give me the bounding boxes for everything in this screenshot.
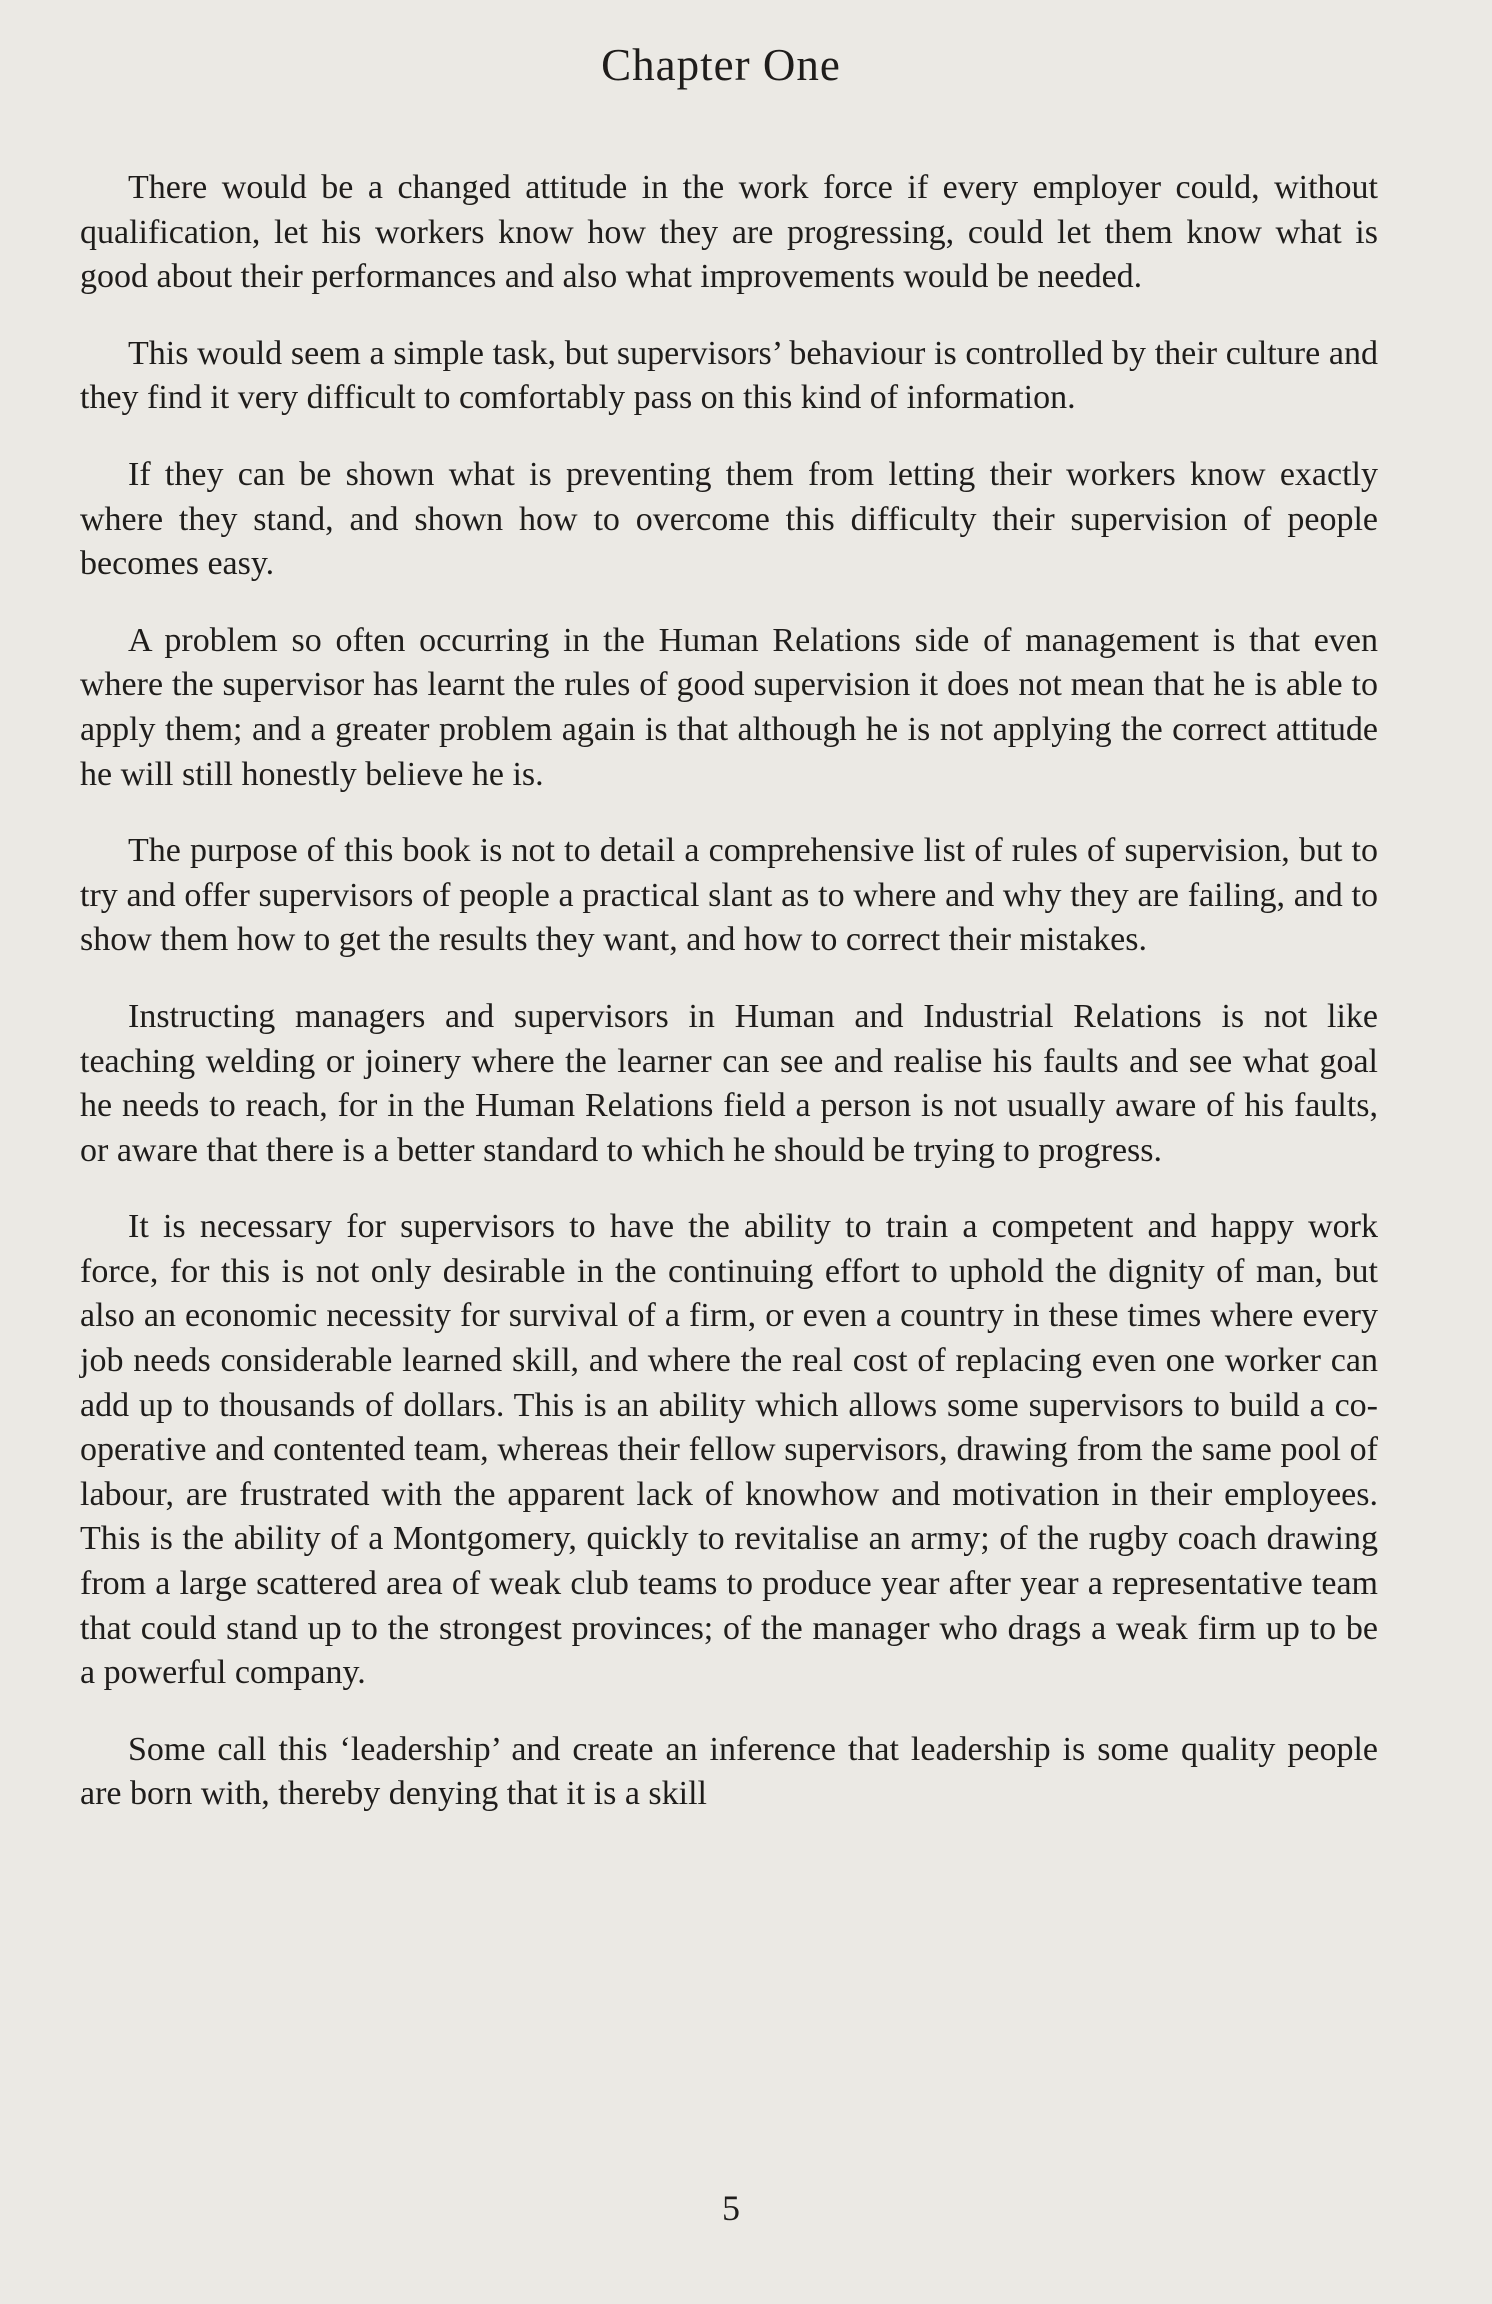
paragraph: If they can be shown what is preventing them from letting their workers know exactly where they stand, and shown how to overcome this difficulty their supervision of people becomes easy.: [80, 455, 1378, 583]
paragraph: Instructing managers and supervisors in Human and Industrial Relations is not like teaching welding or joinery where the learner can see and realise his faults and see what goal he needs to reach, for in the Human Relations field a person is not usually aware of his faults, or aware that there is a better standard to which he should be trying to progress.: [80, 997, 1378, 1169]
chapter-title: Chapter One: [601, 40, 841, 90]
page-number: 5: [722, 2188, 740, 2228]
paragraph: This would seem a simple task, but supervisors’ behaviour is controlled by their culture and they find it very difficult to comfortably pass on this kind of information.: [80, 334, 1378, 417]
paragraph: It is necessary for supervisors to have the ability to train a competent and happy work force, for this is not only desirable in the continuing effort to uphold the dignity of man, but also an economic necessity for survival of a firm, or even a country in these times where every job needs considerable learned skill, and where the real cost of replacing even one worker can add up to thousands of dollars. This is an ability which allows some supervisors to build a co-operative and contented team, whereas their fellow supervisors, drawing from the same pool of labour, are frustrated with the apparent lack of knowhow and motivation in their employees. This is the ability of a Montgomery, quickly to revitalise an army; of the rugby coach drawing from a large scattered area of weak club teams to produce year after year a representative team that could stand up to the strongest provinces; of the manager who drags a weak firm up to be a powerful company.: [80, 1208, 1378, 1692]
paragraph: A problem so often occurring in the Human Relations side of management is that even where the supervisor has learnt the rules of good supervision it does not mean that he is able to apply them; and a greater problem again is that although he is not applying the correct attitude he will still honestly believe he is.: [80, 621, 1378, 793]
body-text: [80, 166, 1378, 1849]
paragraph: There would be a changed attitude in the work force if every employer could, without qualification, let his workers know how they are progressing, could let them know what is good about their performances and also what improvements would be needed.: [80, 169, 1378, 296]
paragraph: The purpose of this book is not to detail a comprehensive list of rules of supervision, but to try and offer supervisors of people a practical slant as to where and why they are failing, and to show them how to get the results they want, and how to correct their mistakes.: [80, 832, 1378, 959]
paragraph: Some call this ‘leadership’ and create an inference that leadership is some quality people are born with, thereby denying that it is a skill: [80, 1730, 1378, 1813]
